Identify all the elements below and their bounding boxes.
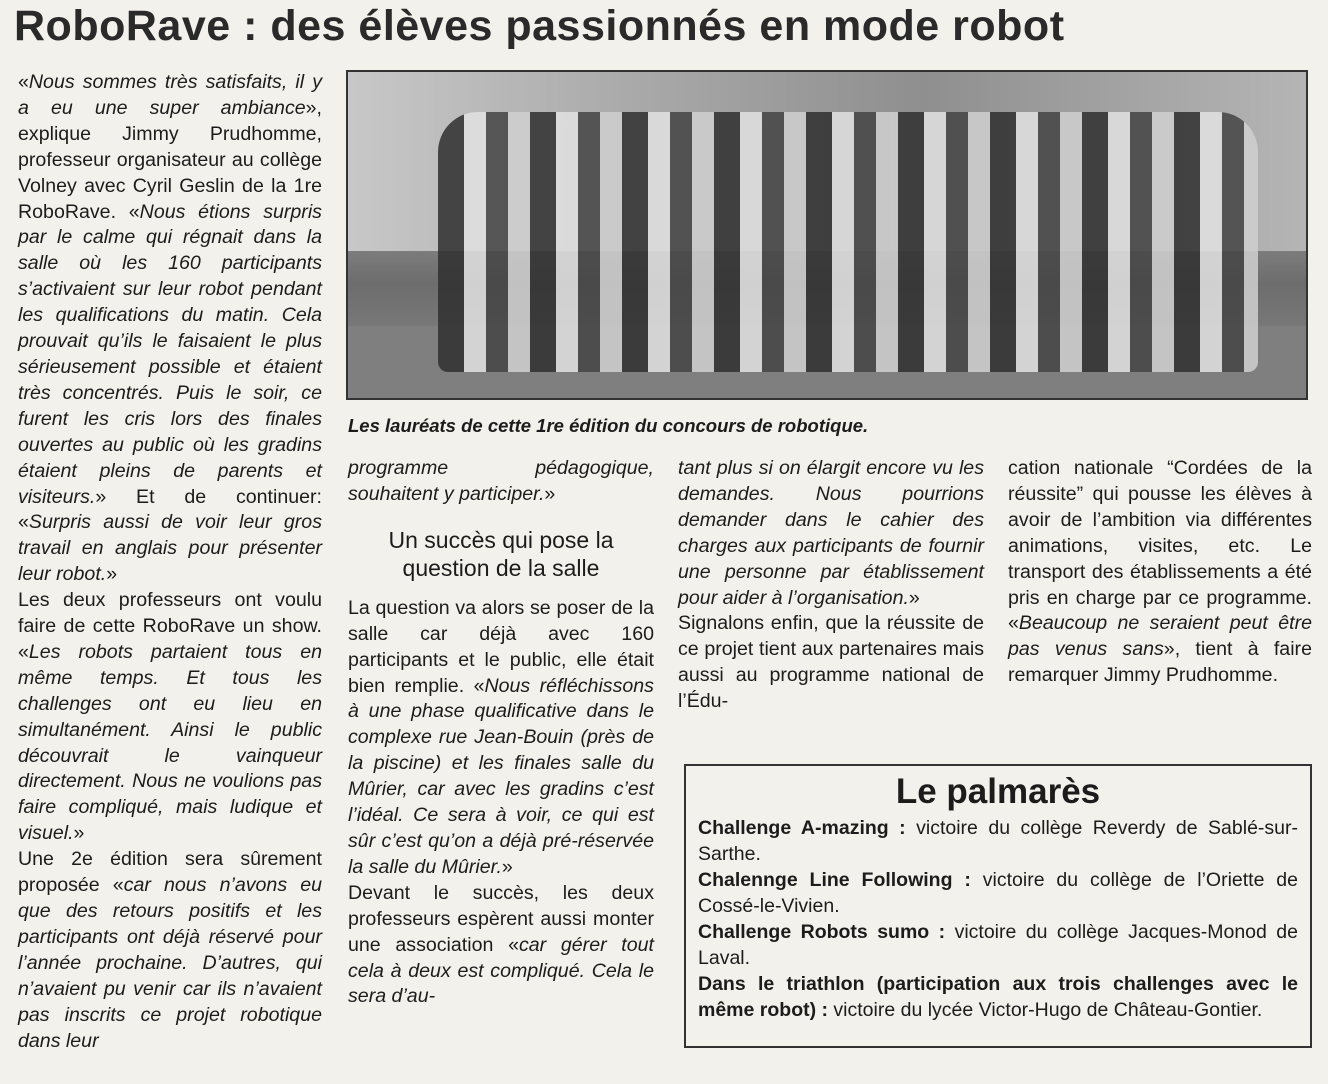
quote-text: programme pédagogique, souhaitent y participer. [348, 457, 654, 505]
palmares-entry-label: Chalennge Line Following : [698, 869, 971, 891]
quote-text: Nous étions surpris par le calme qui régnait dans la salle où les 160 participants s’activaient sur leur robot pendant les qualifications du matin. Cela prouvait qu’ils le faisaient le plus sérieusement possible et étaient très concentrés. Puis le soir, ce furent les cris lors des finales ouvertes au public où les gradins étaient pleins de parents et visiteurs. [18, 200, 322, 508]
quote-text: Beaucoup ne seraient peut être pas venus sans [1008, 612, 1312, 661]
quote-text: Nous réfléchissons à une phase qualificative dans le complexe rue Jean-Bouin (près de la piscine) et les finales salle du Mûrier, car avec les gradins c’est l’idéal. Ce sera à voir, ce qui est sûr c’est qu’on a déjà pré-réservée la salle du Mûrier. [348, 674, 654, 878]
photo-caption: Les lauréats de cette 1re édition du concours de robotique. [348, 415, 869, 436]
body-text: » [908, 586, 920, 609]
body-text: » [106, 563, 118, 586]
photo-group-of-students [438, 112, 1258, 372]
photo-laureates [346, 70, 1308, 400]
quote-text: Nous sommes très satisfaits, il y a eu une super ambiance [18, 71, 322, 119]
palmares-entry-label: Challenge A-mazing : [698, 817, 906, 839]
palmares-entry-text: victoire du lycée Victor-Hugo de Château-Gontier. [828, 998, 1263, 1021]
body-text: », explique Jimmy Prudhomme, professeur organisateur au collège Volney avec Cyril Geslin de la 1re RoboRave. « [18, 96, 322, 223]
palmares-entry [698, 920, 1298, 971]
body-text: Devant le succès, les deux professeurs espèrent aussi monter une association « [348, 881, 654, 956]
paragraph [1008, 456, 1312, 689]
palmares-entry [698, 868, 1298, 919]
paragraph [678, 611, 984, 715]
subheading: Un succès qui pose la question de la salle [388, 526, 614, 581]
palmares-box [684, 764, 1312, 1048]
palmares-entry-label: Challenge Robots sumo : [698, 921, 946, 943]
column-2 [348, 456, 654, 1010]
quote-text: car gérer tout cela à deux est compliqué. Cela le sera d’au- [348, 933, 654, 1008]
body-text: La question va alors se poser de la salle car déjà avec 160 participants et le public, elle était bien remplie. « [348, 596, 654, 697]
quote-text: car nous n’avons eu que des retours positifs et les participants ont déjà réservé pour l’année prochaine. D’autres, qui n’avaient pu venir car ils n’avaient pas inscrits ce projet robotique dans leur [18, 874, 323, 1052]
paragraph [18, 847, 322, 1054]
body-text: » [73, 822, 85, 845]
body-text: Les deux professeurs ont voulu faire de cette RoboRave un show. « [18, 589, 322, 663]
paragraph [348, 881, 654, 1011]
palmares-entry-label: Dans le triathlon (participation aux trois challenges avec le même robot) : [698, 973, 1298, 1021]
palmares-list [698, 816, 1298, 1023]
body-text: Signalons enfin, que la réussite de ce projet tient aux partenaires mais aussi au programme national de l’Édu- [678, 612, 984, 713]
body-text: » [544, 482, 556, 505]
body-text: », tient à faire remarquer Jimmy Prudhomme. [1008, 638, 1312, 687]
body-text: » Et de continuer: « [18, 485, 322, 534]
palmares-entry-text: victoire du collège Reverdy de Sablé-sur-Sarthe. [698, 817, 1298, 865]
body-text: cation nationale “Cordées de la réussite” qui pousse les élèves à avoir de l’ambition via différentes animations, visites, etc. Le transport des établissements a été pris en charge par ce programme. « [1008, 457, 1312, 635]
palmares-entry [698, 816, 1298, 867]
paragraph [18, 70, 322, 588]
column-4 [1008, 456, 1312, 689]
column-1 [18, 70, 322, 1054]
quote-text: Les robots partaient tous en même temps. Et tous les challenges ont eu lieu en simultanément. Ainsi le public découvrait le vainqueur directement. Nous ne voulions pas faire compliqué, mais ludique et visuel. [18, 640, 322, 845]
paragraph [348, 456, 654, 508]
palmares-entry [698, 972, 1298, 1023]
palmares-title: Le palmarès [895, 772, 1101, 811]
body-text: Une 2e édition sera sûrement proposée « [18, 848, 322, 897]
paragraph [18, 588, 322, 847]
body-text: « [18, 71, 29, 93]
body-text: » [501, 855, 513, 878]
column-3 [678, 456, 984, 715]
quote-text: Surpris aussi de voir leur gros travail en anglais pour présenter leur robot. [18, 511, 322, 586]
palmares-entry-text: victoire du collège Jacques-Monod de Laval. [698, 921, 1298, 969]
palmares-entry-text: victoire du collège de l’Oriette de Cossé-le-Vivien. [698, 869, 1298, 917]
quote-text: tant plus si on élargit encore vu les demandes. Nous pourrions demander dans le cahier des charges aux participants de fournir une personne par établissement pour aider à l’organisation. [678, 457, 984, 609]
paragraph [678, 456, 984, 611]
paragraph [348, 596, 654, 881]
headline: RoboRave : des élèves passionnés en mode robot [14, 2, 1065, 50]
